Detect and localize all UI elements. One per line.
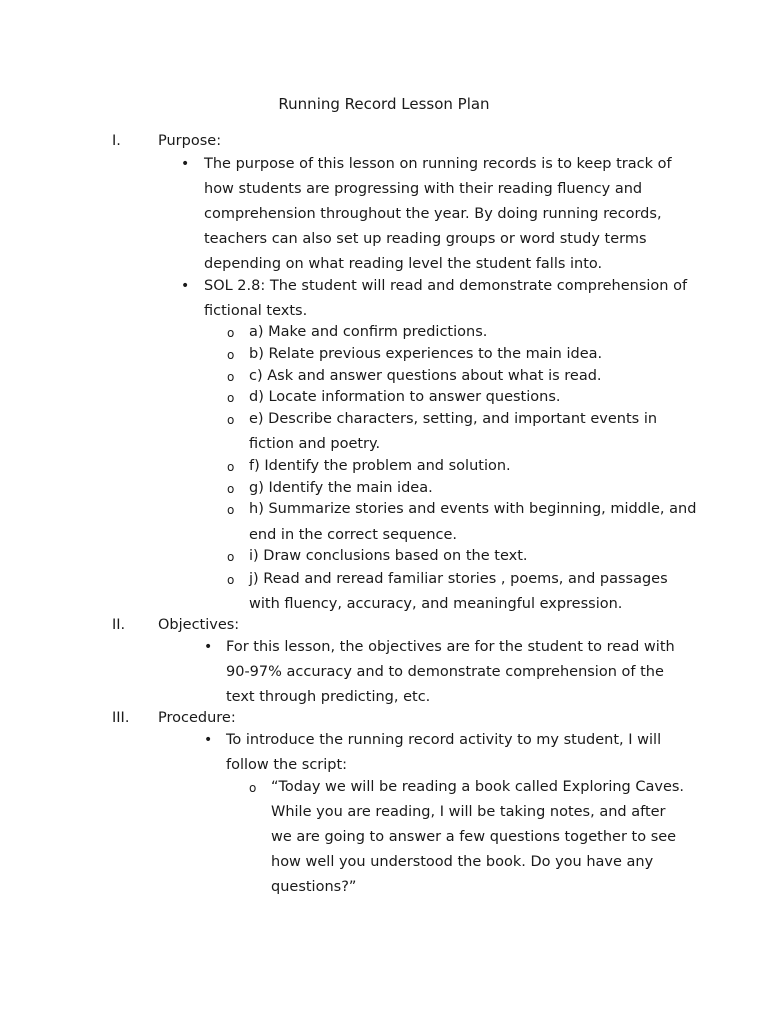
sol-item: g) Identify the main idea. (249, 480, 433, 496)
script-line: we are going to answer a few questions together to see (271, 829, 677, 845)
sub-bullet-icon: o (227, 348, 235, 362)
bullet-icon: • (204, 639, 213, 655)
sol-item-continuation: fiction and poetry. (249, 436, 381, 452)
bullet-icon: • (204, 732, 213, 748)
procedure-line: follow the script: (226, 757, 348, 773)
sol-item: i) Draw conclusions based on the text. (249, 548, 528, 564)
sub-bullet-icon: o (227, 413, 235, 427)
bullet-icon: • (181, 278, 190, 294)
section-3-title: Procedure: (158, 710, 236, 726)
sub-bullet-icon: o (227, 503, 235, 517)
sub-bullet-icon: o (227, 391, 235, 405)
sub-bullet-icon: o (227, 573, 235, 587)
script-line: questions?” (271, 879, 357, 895)
sol-line: fictional texts. (204, 303, 308, 319)
section-1-number: I. (112, 133, 121, 149)
sub-bullet-icon: o (227, 550, 235, 564)
section-3-number: III. (112, 710, 130, 726)
procedure-line: To introduce the running record activity to my student, I will (226, 732, 662, 748)
sol-item: e) Describe characters, setting, and important events in (249, 411, 658, 427)
sub-bullet-icon: o (227, 370, 235, 384)
sub-bullet-icon: o (249, 781, 257, 795)
script-line: While you are reading, I will be taking notes, and after (271, 804, 666, 820)
section-2-number: II. (112, 617, 126, 633)
sub-bullet-icon: o (227, 326, 235, 340)
objective-line: text through predicting, etc. (226, 689, 431, 705)
section-1-title: Purpose: (158, 133, 222, 149)
sol-line: SOL 2.8: The student will read and demonstrate comprehension of (204, 278, 688, 294)
sol-item: j) Read and reread familiar stories , poems, and passages (249, 571, 668, 587)
section-2-title: Objectives: (158, 617, 240, 633)
sub-bullet-icon: o (227, 482, 235, 496)
purpose-line: comprehension throughout the year. By doing running records, (204, 206, 662, 222)
sol-item: f) Identify the problem and solution. (249, 458, 511, 474)
purpose-line: The purpose of this lesson on running records is to keep track of (204, 156, 672, 172)
sol-item: a) Make and confirm predictions. (249, 324, 488, 340)
sol-item: b) Relate previous experiences to the main idea. (249, 346, 603, 362)
script-line: how well you understood the book. Do you have any (271, 854, 654, 870)
page-title: Running Record Lesson Plan (278, 95, 490, 113)
purpose-line: teachers can also set up reading groups or word study terms (204, 231, 647, 247)
objective-line: 90-97% accuracy and to demonstrate comprehension of the (226, 664, 664, 680)
purpose-line: depending on what reading level the student falls into. (204, 256, 603, 272)
sol-item: c) Ask and answer questions about what is read. (249, 368, 602, 384)
sol-item: h) Summarize stories and events with beginning, middle, and (249, 501, 697, 517)
bullet-icon: • (181, 156, 190, 172)
purpose-line: how students are progressing with their reading fluency and (204, 181, 643, 197)
sol-item: d) Locate information to answer questions. (249, 389, 561, 405)
sub-bullet-icon: o (227, 460, 235, 474)
sol-item-continuation: with fluency, accuracy, and meaningful expression. (249, 596, 623, 612)
sol-item-continuation: end in the correct sequence. (249, 527, 458, 543)
objective-line: For this lesson, the objectives are for the student to read with (226, 639, 675, 655)
script-line: “Today we will be reading a book called Exploring Caves. (271, 779, 685, 795)
